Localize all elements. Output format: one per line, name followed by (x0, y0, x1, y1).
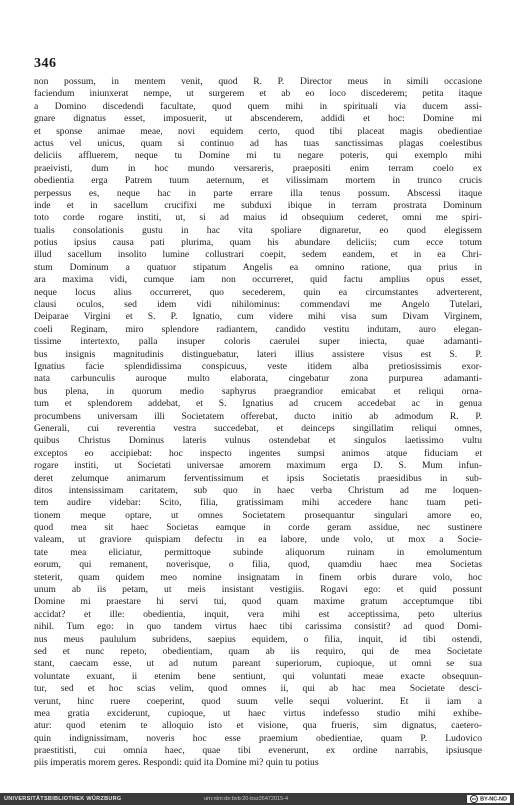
text-line: faciendum iniunxerat nempe, ut surgerem et ab eo loco discederem; petita itaque (34, 88, 482, 100)
text-line: stant, caecam esse, ut ad nutum pareant superiorum, cupioque, ut omni se sua (34, 658, 482, 670)
text-line: mea gratia exciderunt, cupioque, ut haec virtus indefesso studio mihi exhibe- (34, 707, 482, 719)
text-line: praeivisti, dum in hoc mundo versareris, praepositi enim terram coelo ex (34, 162, 482, 174)
urn-identifier[interactable]: urn:nbn:de:bvb:20-bsz26472015-4 (204, 796, 289, 802)
text-line: nihil. Tum ego: in quo tandem virtus haec tibi carissima consistit? ad quod Domi- (34, 621, 482, 633)
text-line: stum Dominum a quatuor stipatum Angelis ea omnino ratione, qua prius in (34, 261, 482, 273)
text-line: tissime intertexto, palla insuper coloris caerulei super iniecta, quae adamanti- (34, 336, 482, 348)
text-line: voluntate exuant, ii etenim bene sentiunt, qui voluntati meae exacte obsequun- (34, 670, 482, 682)
text-line: potius ipsius causa pati plurima, quam his abundare deliciis; cum ecce totum (34, 237, 482, 249)
text-line: valeam, ut graviore quispiam defectu in ea labore, unde volo, ut mox a Socie- (34, 534, 482, 546)
text-line: toto corde rogare institi, ut, si ad maius id obsequium cederet, omni me spiri- (34, 212, 482, 224)
text-line: coeli Reginam, miro splendore radiantem, candido vestitu indutam, auro elegan- (34, 323, 482, 335)
text-line: gnare dignatus esset, imposuerit, ut abscenderem, addidi et hoc: Domine mi (34, 113, 482, 125)
text-line: perpessus es, neque hac in parte errare illa tenus possum. Abscessi itaque (34, 187, 482, 199)
text-line: obedientia erga Patrem tuum aeternum, et vilissimam mortem in trunco crucis (34, 175, 482, 187)
text-line: tur, sed et hoc scias velim, quod omnes ii, qui ab hac mea Societate desci- (34, 683, 482, 695)
text-line: rogare institi, ut Societati universae amorem maximum erga D. S. Mum infun- (34, 460, 482, 472)
text-line: actus vel unicus, quam si continuo ad has tuas sanctissimas plagas coelestibus (34, 137, 482, 149)
text-line: accidat? et ille: obedientia, inquit, vera mihi est acceptissima, peto ulterius (34, 608, 482, 620)
text-line: quibus Christus Dominus lateris vulnus ostendebat et singulos laetissimo vultu (34, 435, 482, 447)
page-number: 346 (34, 56, 57, 71)
text-line: quod mea sit haec Societas eamque in corde geram assidue, nec sustinere (34, 522, 482, 534)
text-line: piis imperatis morem geres. Respondi: quid ita Domine mi? quin tu potius (34, 757, 319, 769)
text-line: illud sacellum insolito lumine collustrari coepit, sedem eandem, et in ea Chri- (34, 249, 482, 261)
library-name: UNIVERSITÄTSBIBLIOTHEK WÜRZBURG (4, 796, 122, 802)
text-line: eorum, qui remanent, noverisque, o filia, quod, quamdiu haec mea Societas (34, 559, 482, 571)
text-line: quin indignissimam, noveris hoc esse praemium obedientiae, quam P. Ludovico (34, 732, 482, 744)
text-line: nus meus paululum subridens, saepius equidem, o filia, inquit, id tibi ostendi, (34, 633, 482, 645)
text-line: bus insignis magnitudinis distinguebatur, lateri illius assistere visus est S. P. (34, 348, 482, 360)
text-line: clausi oculos, sed idem vidi nihilominus: commendavi me Angelo Tutelari, (34, 299, 482, 311)
footer-bar (0, 793, 514, 805)
text-line: tualis consolationis gustu in hac vita spoliare dignaretur, eo quod elegissem (34, 224, 482, 236)
text-line: tum et splendorem addebat, et S. Ignatius ad crucem accedebat ac in genua (34, 398, 482, 410)
text-line: sed et nunc repeto, obedientiam, quam ab iis requiro, qui de mea Societate (34, 645, 482, 657)
text-line: tionem meque optare, ut omnes Societatem prosequantur singulari amore eo, (34, 509, 482, 521)
license-label: BY-NC-ND (480, 796, 507, 803)
text-line: Ignatius facie splendidissima conspicuus, veste itidem alba pretiosissimis exor- (34, 360, 482, 372)
text-line: neque locus alius occurreret, quo secederem, quin ea circumstantes adverterent, (34, 286, 482, 298)
text-line: Domine mi praestare hi servi tui, quod quam maxime gratum acceptumque tibi (34, 596, 482, 608)
text-line: et sponse animae meae, novi equidem certo, quod tibi placeat magis obedientiae (34, 125, 482, 137)
text-line: steterit, quam quidem meo nomine insignatam in finem orbis durare volo, hoc (34, 571, 482, 583)
text-line: Generali, cui reverentia vestra succedebat, et deinceps singillatim reliqui omnes, (34, 422, 482, 434)
creative-commons-icon: cc (471, 796, 477, 801)
text-line: deliciis affluerem, neque tu Domine mi tu negare poteris, qui exemplo mihi (34, 150, 482, 162)
text-line: tate mea eliciatur, permittoque subinde aliquorum ruinam in emolumentum (34, 546, 482, 558)
text-line: ditos intensissimam caritatem, sub quo in haec verba Christum ad me loquen- (34, 484, 482, 496)
text-line: unum ab iis petam, ut meis insistant vestigiis. Rogavi ego: et quid possunt (34, 584, 482, 596)
text-line: atur: quod etenim te alloquio isto et visione, qua frueris, sim dignatus, caetero- (34, 720, 482, 732)
text-line: a Domino discedendi facultate, quod quem mihi in spirituali via ducem assi- (34, 100, 482, 112)
text-body (34, 76, 482, 770)
text-line: Deiparae Virgini et S. P. Ignatio, cum videre mihi visa sum Divam Virginem, (34, 311, 482, 323)
text-line: verunt, hinc ruere coeperint, quod suum velle sequi voluerint. Et ii iam a (34, 695, 482, 707)
license-badge[interactable] (467, 795, 510, 803)
text-line: inde et in sacellum crucifixi me subduxi ibique in terram prostrata Dominum (34, 199, 482, 211)
text-line: tem audire videbar: Scito, filia, gratissimam mihi accedere hanc tuam peti- (34, 497, 482, 509)
text-line: ara maxima vidi, cumque iam non occurreret, quid factu amplius opus esset, (34, 274, 482, 286)
text-line: praestitisti, cui omnia haec, quae tibi evenerunt, ex ordine narrabis, ipsiusque (34, 745, 482, 757)
text-line: exceptos eo accipiebat: hoc inspecto ingentes sumpsi animos atque fiduciam et (34, 447, 482, 459)
text-line: procumbens universam illi Societatem offerebat, ducto initio ab admodum R. P. (34, 410, 482, 422)
text-line: bus plena, in quorum medio saphyrus praegrandior emicabat et reliqui orna- (34, 385, 482, 397)
text-line: nata carbunculis auroque multo elaborata, cingebatur zona purpurea adamanti- (34, 373, 482, 385)
text-line: non possum, in mentem venit, quod R. P. Director meus in simili occasione (34, 76, 482, 87)
text-line: deret zelumque animarum ferventissimum et ipsis Societatis praesidibus in sub- (34, 472, 482, 484)
